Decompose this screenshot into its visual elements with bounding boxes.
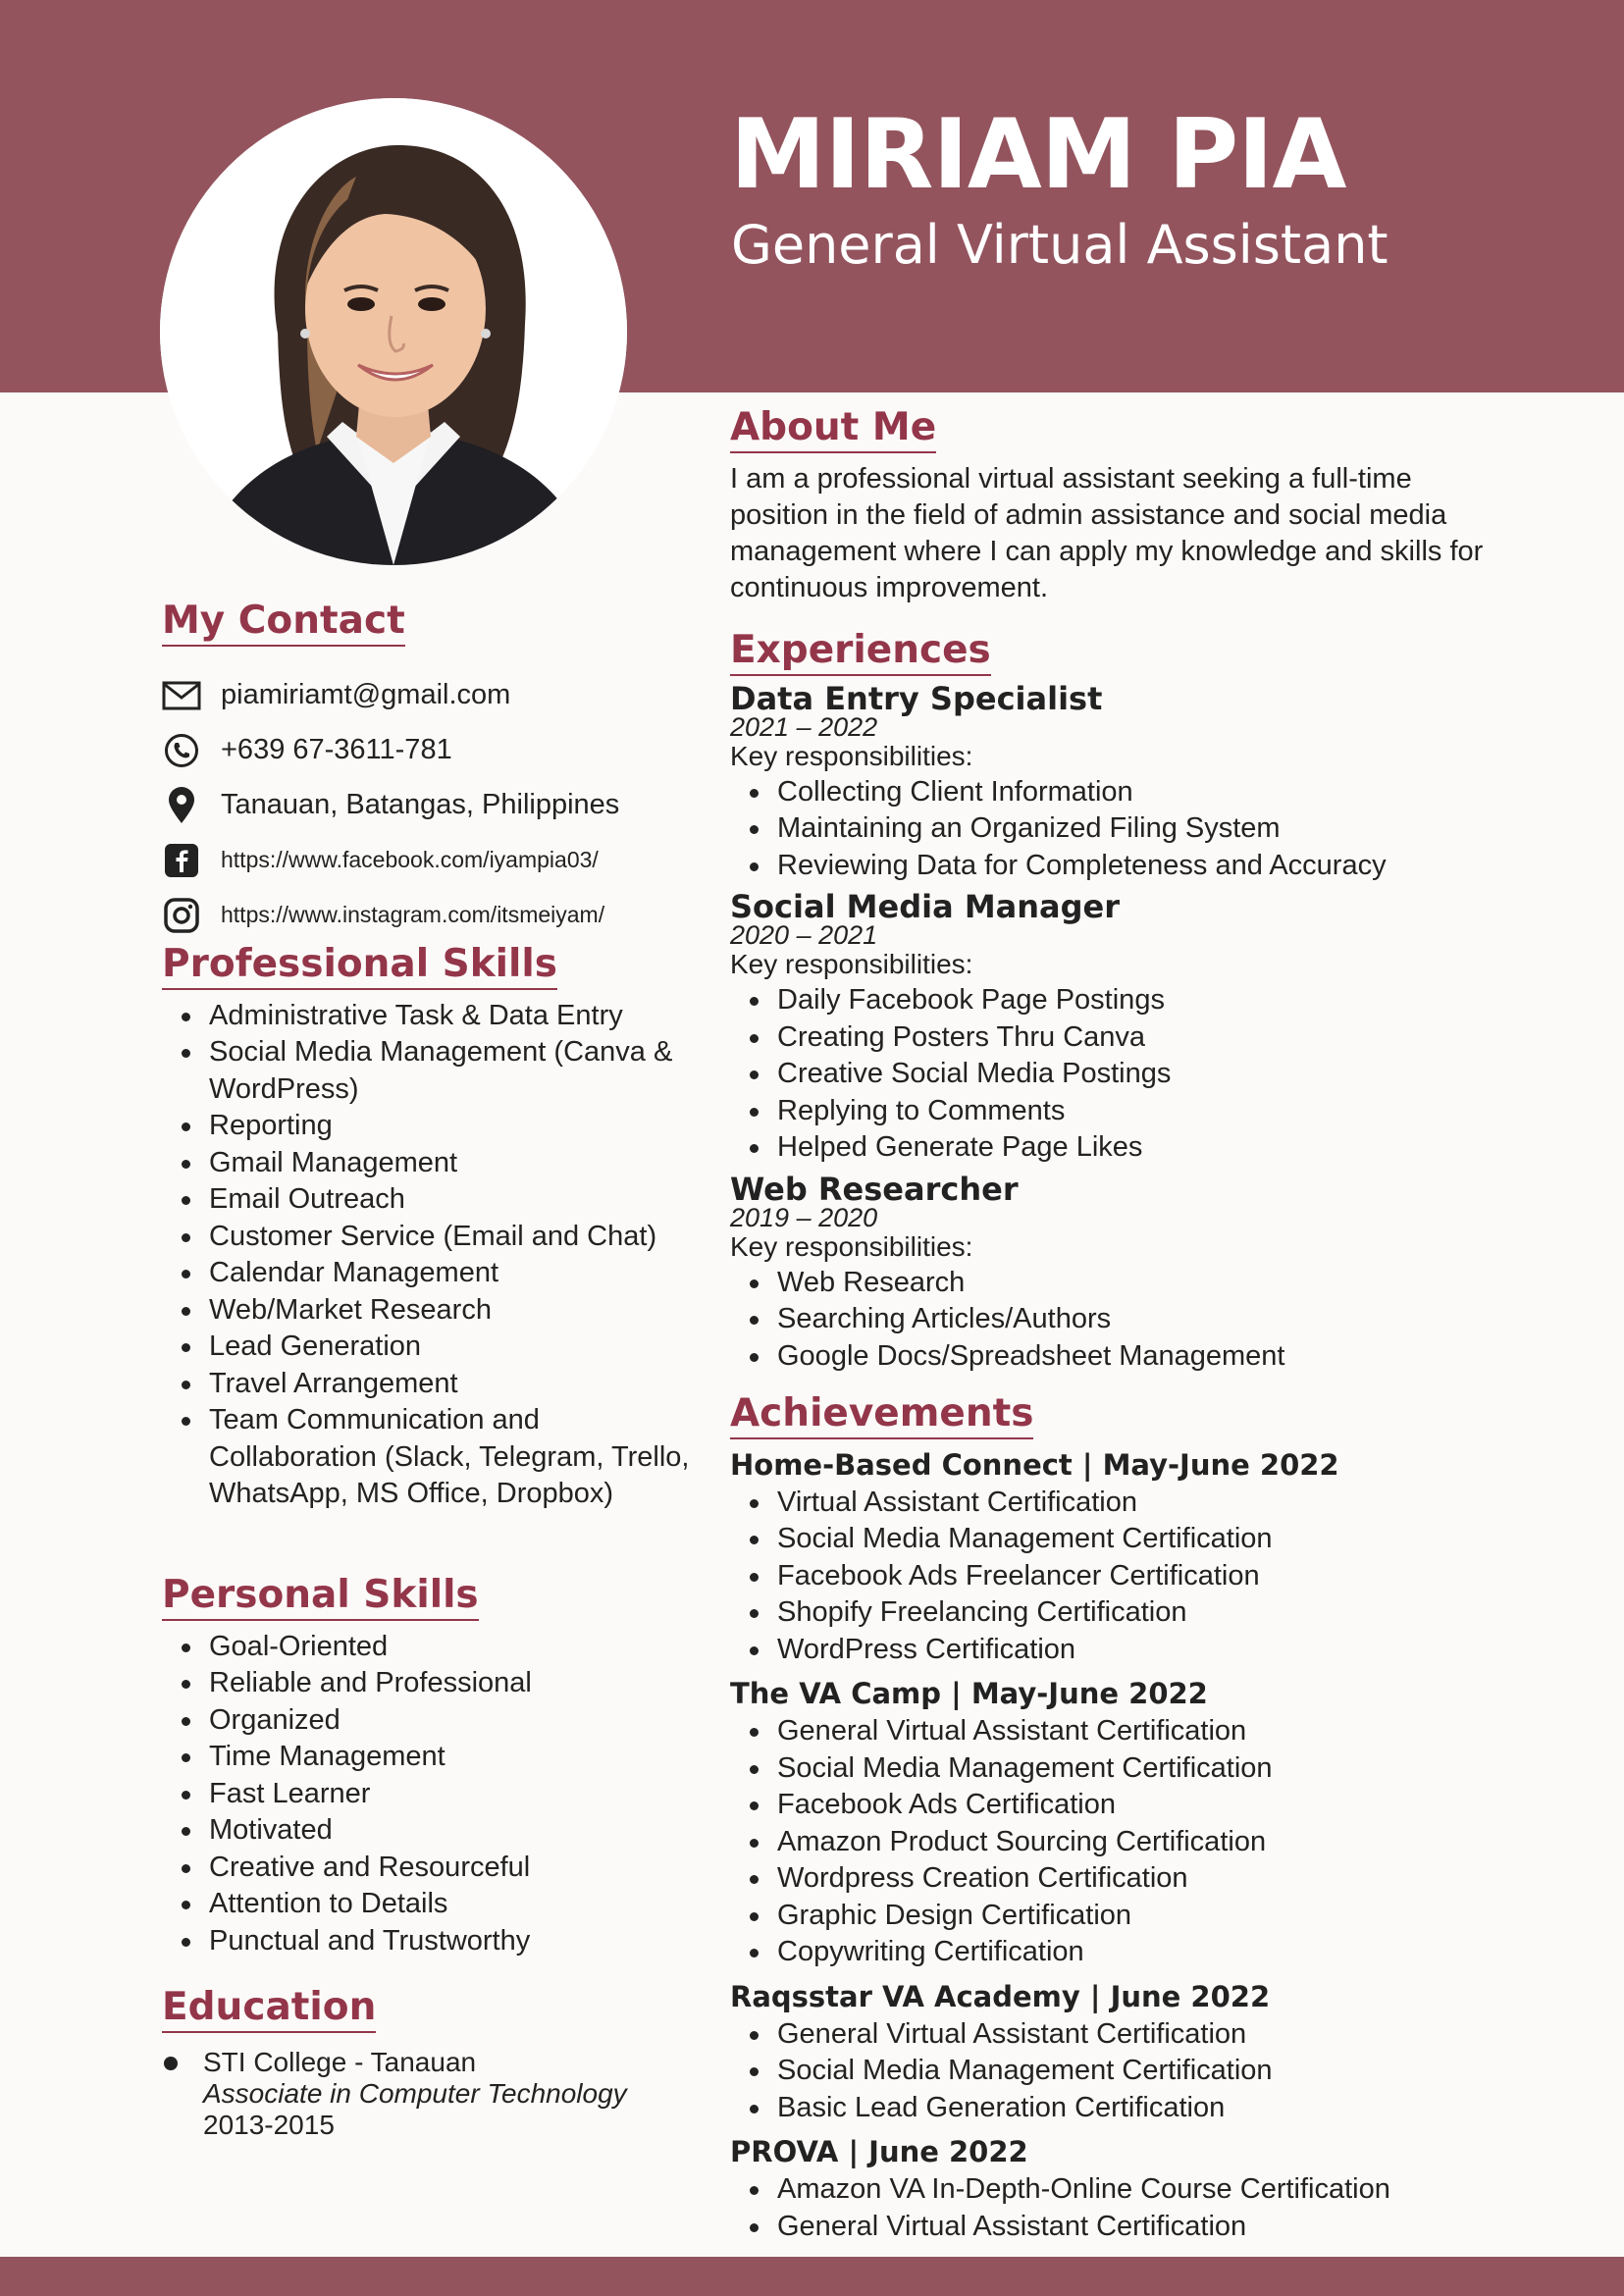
professional-skills-list bbox=[162, 998, 711, 1513]
contact-instagram-link[interactable]: https://www.instagram.com/itsmeiyam/ bbox=[221, 902, 605, 928]
list-item: General Virtual Assistant Certification bbox=[777, 2209, 1535, 2246]
about-text: I am a professional virtual assistant seeking a full-time position in the field of admin assistance and social media management where I can apply my knowledge and skills for continuous improvement. bbox=[730, 462, 1484, 603]
job-key-label: Key responsibilities: bbox=[730, 1230, 973, 1262]
list-item: Shopify Freelancing Certification bbox=[777, 1594, 1535, 1632]
personal-skills-title: Personal Skills bbox=[162, 1575, 479, 1621]
list-item: Graphic Design Certification bbox=[777, 1898, 1535, 1935]
list-item: General Virtual Assistant Certification bbox=[777, 1713, 1535, 1750]
education-title: Education bbox=[162, 1987, 376, 2033]
list-item: Facebook Ads Freelancer Certification bbox=[777, 1558, 1535, 1595]
job-title: Web Researcher bbox=[730, 1170, 1019, 1208]
list-item: Calendar Management bbox=[209, 1255, 711, 1292]
achievement-group-title: Home-Based Connect | May-June 2022 bbox=[730, 1447, 1339, 1482]
list-item: Travel Arrangement bbox=[209, 1366, 711, 1403]
footer-band bbox=[0, 2257, 1624, 2296]
list-item: Gmail Management bbox=[209, 1145, 711, 1182]
list-item: Helped Generate Page Likes bbox=[777, 1129, 1535, 1167]
education-item bbox=[162, 2047, 711, 2141]
job-title: Social Media Manager bbox=[730, 888, 1121, 926]
job-entry bbox=[730, 1170, 1535, 1376]
list-item: Virtual Assistant Certification bbox=[777, 1485, 1535, 1522]
list-item: Creating Posters Thru Canva bbox=[777, 1019, 1535, 1057]
about-section bbox=[730, 407, 1515, 606]
list-item: Time Management bbox=[209, 1739, 711, 1776]
list-item: Creative and Resourceful bbox=[209, 1850, 711, 1887]
candidate-role: General Virtual Assistant bbox=[731, 214, 1388, 276]
list-item: Email Outreach bbox=[209, 1181, 711, 1219]
list-item: Amazon VA In-Depth-Online Course Certification bbox=[777, 2171, 1535, 2209]
job-responsibilities bbox=[730, 1265, 1535, 1376]
personal-skills-list bbox=[162, 1629, 711, 1960]
list-item: Goal-Oriented bbox=[209, 1629, 711, 1666]
education-degree: Associate in Computer Technology bbox=[203, 2077, 627, 2109]
achievement-group-title: Raqsstar VA Academy | June 2022 bbox=[730, 1979, 1271, 2013]
list-item: Fast Learner bbox=[209, 1776, 711, 1813]
list-item: Reporting bbox=[209, 1108, 711, 1145]
personal-skills-section bbox=[162, 1575, 711, 1959]
professional-skills-title: Professional Skills bbox=[162, 944, 557, 990]
list-item: Collecting Client Information bbox=[777, 774, 1535, 811]
instagram-icon bbox=[162, 896, 201, 935]
achievement-list bbox=[730, 2016, 1535, 2127]
achievement-list bbox=[730, 2171, 1535, 2245]
list-item: Team Communication and Collaboration (Slack, Telegram, Trello, WhatsApp, MS Office, Dropbox) bbox=[209, 1402, 711, 1513]
list-item: Social Media Management Certification bbox=[777, 2053, 1535, 2090]
achievement-list bbox=[730, 1713, 1535, 1971]
experiences-section bbox=[730, 630, 1535, 1375]
contact-facebook-row[interactable] bbox=[162, 833, 711, 888]
list-item: Punctual and Trustworthy bbox=[209, 1923, 711, 1960]
list-item: Wordpress Creation Certification bbox=[777, 1860, 1535, 1898]
list-item: Basic Lead Generation Certification bbox=[777, 2090, 1535, 2127]
contact-instagram-row[interactable] bbox=[162, 888, 711, 943]
achievement-list bbox=[730, 1485, 1535, 1669]
education-school: STI College - Tanauan bbox=[203, 2046, 477, 2077]
job-dates: 2019 – 2020 bbox=[730, 1202, 878, 1232]
list-item: Social Media Management Certification bbox=[777, 1750, 1535, 1788]
list-item: Motivated bbox=[209, 1812, 711, 1850]
list-item: Amazon Product Sourcing Certification bbox=[777, 1824, 1535, 1861]
list-item: Daily Facebook Page Postings bbox=[777, 982, 1535, 1019]
job-dates: 2020 – 2021 bbox=[730, 920, 878, 951]
list-item: Web/Market Research bbox=[209, 1292, 711, 1330]
education-years: 2013-2015 bbox=[203, 2109, 335, 2140]
list-item: WordPress Certification bbox=[777, 1632, 1535, 1669]
job-responsibilities bbox=[730, 982, 1535, 1167]
list-item: Web Research bbox=[777, 1265, 1535, 1302]
contact-facebook-link[interactable]: https://www.facebook.com/iyampia03/ bbox=[221, 847, 599, 873]
professional-skills-section bbox=[162, 944, 711, 1513]
contact-email[interactable]: piamiriamt@gmail.com bbox=[221, 679, 511, 711]
list-item: Administrative Task & Data Entry bbox=[209, 998, 711, 1035]
achievements-section bbox=[730, 1393, 1535, 2245]
job-entry bbox=[730, 679, 1535, 885]
list-item: Creative Social Media Postings bbox=[777, 1056, 1535, 1093]
list-item: Maintaining an Organized Filing System bbox=[777, 810, 1535, 848]
contact-list bbox=[162, 668, 711, 943]
list-item: General Virtual Assistant Certification bbox=[777, 2016, 1535, 2054]
contact-location-row bbox=[162, 778, 711, 833]
contact-location: Tanauan, Batangas, Philippines bbox=[221, 789, 620, 821]
contact-title: My Contact bbox=[162, 600, 405, 647]
phone-icon bbox=[162, 731, 201, 770]
achievement-group-title: The VA Camp | May-June 2022 bbox=[730, 1677, 1208, 1711]
contact-phone: +639 67-3611-781 bbox=[221, 734, 452, 766]
list-item: Customer Service (Email and Chat) bbox=[209, 1219, 711, 1256]
list-item: Facebook Ads Certification bbox=[777, 1787, 1535, 1824]
contact-phone-row[interactable] bbox=[162, 723, 711, 778]
experiences-title: Experiences bbox=[730, 630, 991, 676]
job-dates: 2021 – 2022 bbox=[730, 711, 878, 742]
about-title: About Me bbox=[730, 407, 936, 453]
achievement-group-title: PROVA | June 2022 bbox=[730, 2135, 1028, 2169]
job-key-label: Key responsibilities: bbox=[730, 740, 973, 771]
list-item: Social Media Management Certification bbox=[777, 1521, 1535, 1558]
location-pin-icon bbox=[162, 786, 201, 825]
list-item: Searching Articles/Authors bbox=[777, 1301, 1535, 1338]
job-title: Data Entry Specialist bbox=[730, 679, 1103, 717]
list-item: Lead Generation bbox=[209, 1329, 711, 1366]
job-entry bbox=[730, 890, 1535, 1167]
job-key-label: Key responsibilities: bbox=[730, 949, 973, 980]
list-item: Organized bbox=[209, 1702, 711, 1740]
contact-email-row[interactable] bbox=[162, 668, 711, 723]
candidate-name: MIRIAM PIA bbox=[730, 99, 1346, 211]
education-section bbox=[162, 1987, 711, 2141]
list-item: Social Media Management (Canva & WordPress) bbox=[209, 1034, 711, 1108]
list-item: Copywriting Certification bbox=[777, 1934, 1535, 1971]
envelope-icon bbox=[162, 676, 201, 715]
list-item: Reliable and Professional bbox=[209, 1665, 711, 1702]
list-item: Reviewing Data for Completeness and Accuracy bbox=[777, 848, 1535, 885]
achievements-title: Achievements bbox=[730, 1393, 1033, 1439]
facebook-icon bbox=[162, 841, 201, 880]
job-responsibilities bbox=[730, 774, 1535, 885]
list-item: Attention to Details bbox=[209, 1886, 711, 1923]
profile-photo bbox=[160, 98, 627, 565]
list-item: Replying to Comments bbox=[777, 1093, 1535, 1130]
list-item: Google Docs/Spreadsheet Management bbox=[777, 1338, 1535, 1376]
contact-section bbox=[162, 600, 711, 943]
